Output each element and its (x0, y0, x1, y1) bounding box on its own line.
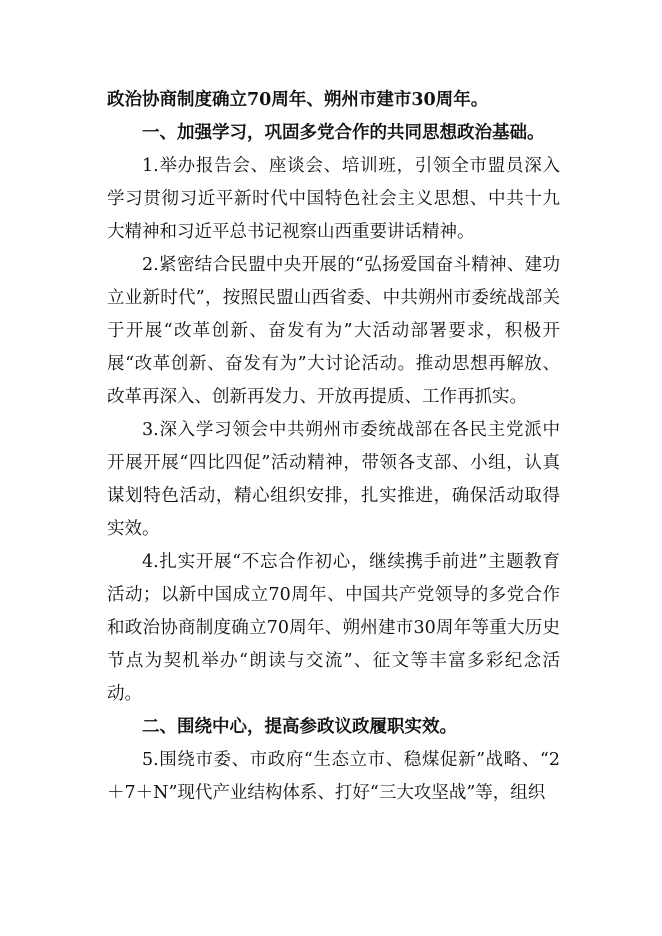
paragraph-item-3: 3.深入学习领会中共朔州市委统战部在各民主党派中开展开展“四比四促”活动精神，带领各支部、小组，认真谋划特色活动，精心组织安排，扎实推进，确保活动取得实效。 (107, 420, 560, 539)
section-heading-1: 一、加强学习，巩固多党合作的共同思想政治基础。 (142, 123, 545, 143)
paragraph-item-2: 2.紧密结合民盟中央开展的“弘扬爱国奋斗精神、建功立业新时代”，按照民盟山西省委、中共朔州市委统战部关于开展“改革创新、奋发有为”大活动部署要求，积极开展“改革创新、奋发有为”大讨论活动。推动思想再解放、改革再深入、创新再发力、开放再提质、工作再抓实。 (107, 255, 560, 407)
paragraph-continuation: 政治协商制度确立70周年、朔州市建市30周年。 (107, 90, 489, 110)
paragraph-item-5: 5.围绕市委、市政府“生态立市、稳煤促新”战略、“2＋7＋N”现代产业结构体系、打好“三大攻坚战”等，组织 (107, 750, 560, 803)
paragraph-item-1: 1.举办报告会、座谈会、培训班，引领全市盟员深入学习贯彻习近平新时代中国特色社会主义思想、中共十九大精神和习近平总书记视察山西重要讲话精神。 (107, 156, 560, 242)
paragraph-item-4: 4.扎实开展“不忘合作初心，继续携手前进”主题教育活动；以新中国成立70周年、中国共产党领导的多党合作和政治协商制度确立70周年、朔州建市30周年等重大历史节点为契机举办“朗读与交流”、征文等丰富多彩纪念活动。 (107, 552, 560, 704)
section-heading-2: 二、围绕中心，提高参政议政履职实效。 (142, 717, 457, 737)
